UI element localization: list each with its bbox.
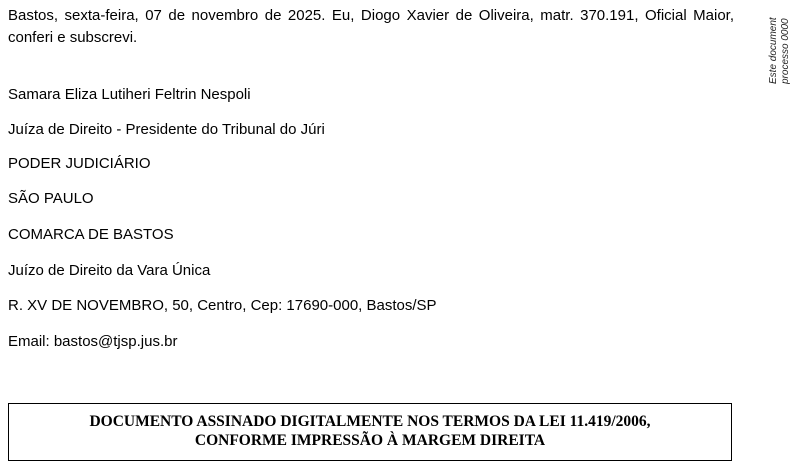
court-name: Juízo de Direito da Vara Única — [8, 262, 211, 279]
signatory-name: Samara Eliza Lutiheri Feltrin Nespoli — [8, 86, 251, 103]
margin-annotation-line-2: processo 0000 — [780, 18, 791, 84]
signature-notice-line-1: DOCUMENTO ASSINADO DIGITALMENTE NOS TERMOS DA LEI 11.419/2006, — [89, 413, 651, 430]
margin-annotation-line-1: Este document — [768, 17, 779, 84]
margin-annotation — [768, 4, 800, 84]
court-address: R. XV DE NOVEMBRO, 50, Centro, Cep: 17690-000, Bastos/SP — [8, 297, 437, 314]
certification-paragraph: Bastos, sexta-feira, 07 de novembro de 2025. Eu, Diogo Xavier de Oliveira, matr. 370.191, Oficial Maior, conferi e subscrevi. — [8, 7, 734, 46]
court-power: PODER JUDICIÁRIO — [8, 155, 151, 172]
court-district: COMARCA DE BASTOS — [8, 226, 174, 243]
court-state: SÃO PAULO — [8, 190, 94, 207]
court-email: Email: bastos@tjsp.jus.br — [8, 333, 178, 350]
signature-notice-line-2: CONFORME IMPRESSÃO À MARGEM DIREITA — [194, 432, 546, 449]
digital-signature-notice — [8, 403, 732, 461]
signatory-role: Juíza de Direito - Presidente do Tribunal do Júri — [8, 121, 325, 138]
